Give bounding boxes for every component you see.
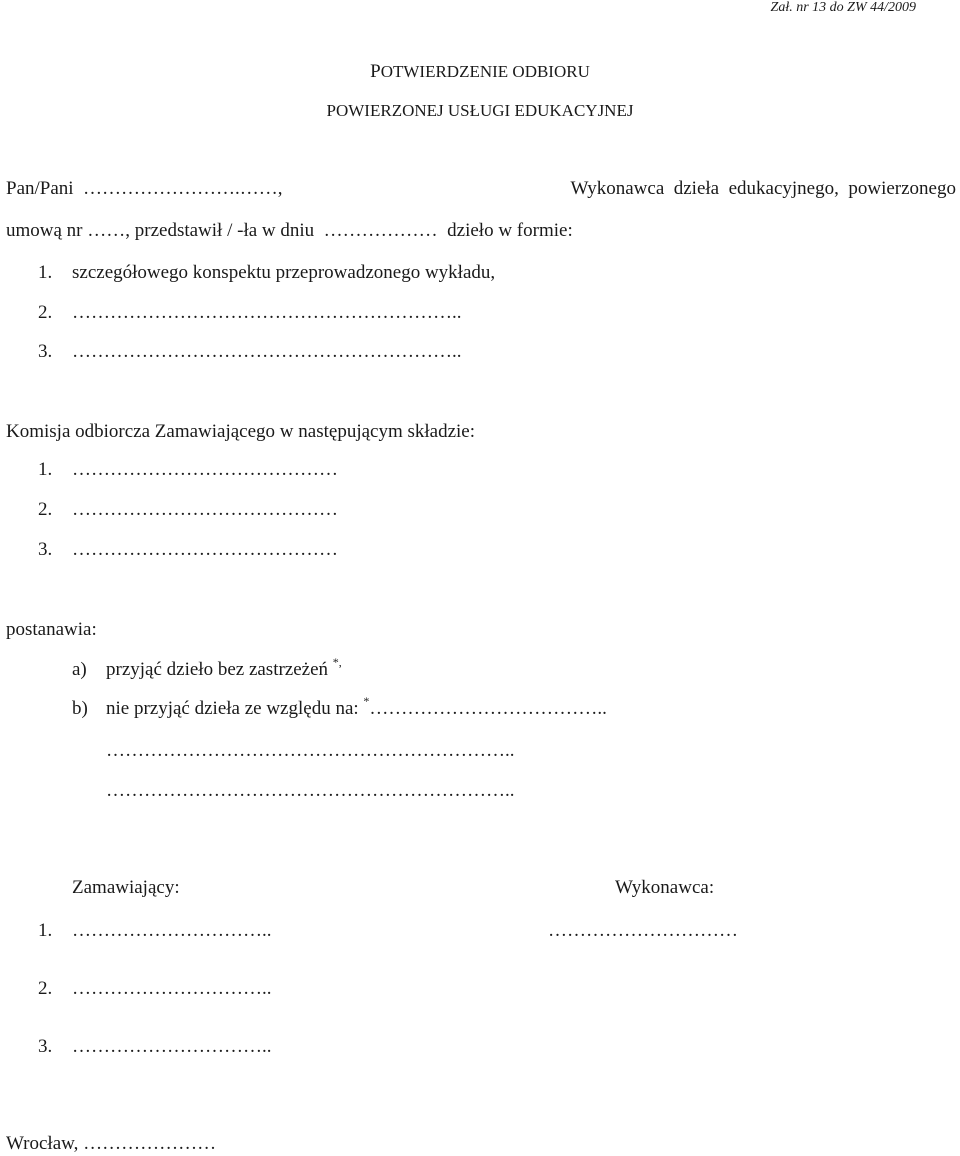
title-line-2: POWIERZONEJ USŁUGI EDUKACYJNEJ — [326, 101, 634, 120]
continuation-line: ……………………………………………………….. — [106, 740, 515, 761]
footnote-mark: * — [363, 694, 370, 708]
list-item-text: …………………………………………………….. — [72, 302, 462, 323]
contractor-signature-line: ………………………… — [548, 920, 738, 941]
intro-line-1-right: Wykonawca dzieła edukacyjnego, powierzonego — [570, 178, 956, 199]
intro-line-1-left: Pan/Pani …………………….……, — [6, 178, 283, 199]
option-b-text: nie przyjąć dzieła ze względu na: — [106, 698, 359, 719]
decision-heading: postanawia: — [6, 619, 97, 640]
orderer-signature-line: ………………………….. — [72, 978, 272, 999]
title-line-1 — [0, 62, 960, 82]
list-item-number: 1. — [38, 262, 53, 283]
list-item-text: …………………………………… — [72, 499, 338, 520]
list-item-number: 1. — [38, 920, 53, 941]
orderer-signature-line: ………………………….. — [72, 920, 272, 941]
place-and-date: Wrocław, ………………… — [6, 1133, 217, 1154]
list-item-number: 2. — [38, 302, 53, 323]
title-initial: P — [370, 61, 381, 82]
orderer-signature-line: ………………………….. — [72, 1036, 272, 1057]
list-item-text: …………………………………………………….. — [72, 341, 462, 362]
list-item-text: …………………………………… — [72, 459, 338, 480]
commission-heading: Komisja odbiorcza Zamawiającego w następującym składzie: — [6, 421, 476, 442]
list-item-number: 3. — [38, 539, 53, 560]
continuation-line: ……………………………………………………….. — [106, 780, 515, 801]
option-b-label: b) — [72, 698, 88, 719]
option-a — [106, 655, 342, 683]
list-item-number: 3. — [38, 341, 53, 362]
list-item-text: szczegółowego konspektu przeprowadzonego wykładu, — [72, 262, 496, 283]
option-a-text: przyjąć dzieło bez zastrzeżeń — [106, 659, 329, 680]
title-line-1-rest: OTWIERDZENIE ODBIORU — [380, 62, 590, 81]
contractor-label: Wykonawca: — [615, 877, 715, 898]
list-item-number: 2. — [38, 499, 53, 520]
list-item-number: 1. — [38, 459, 53, 480]
intro-line-2: umową nr ……, przedstawił / -ła w dniu ……………… dzieło w formie: — [6, 220, 573, 241]
option-b-dots: ……………………………….. — [369, 698, 607, 719]
list-item-number: 3. — [38, 1036, 53, 1057]
footnote-mark: *, — [332, 655, 342, 669]
attachment-note: Zał. nr 13 do ZW 44/2009 — [770, 0, 916, 15]
list-item-number: 2. — [38, 978, 53, 999]
list-item-text: …………………………………… — [72, 539, 338, 560]
orderer-label: Zamawiający: — [72, 877, 180, 898]
option-a-label: a) — [72, 659, 87, 680]
option-b — [106, 694, 607, 722]
